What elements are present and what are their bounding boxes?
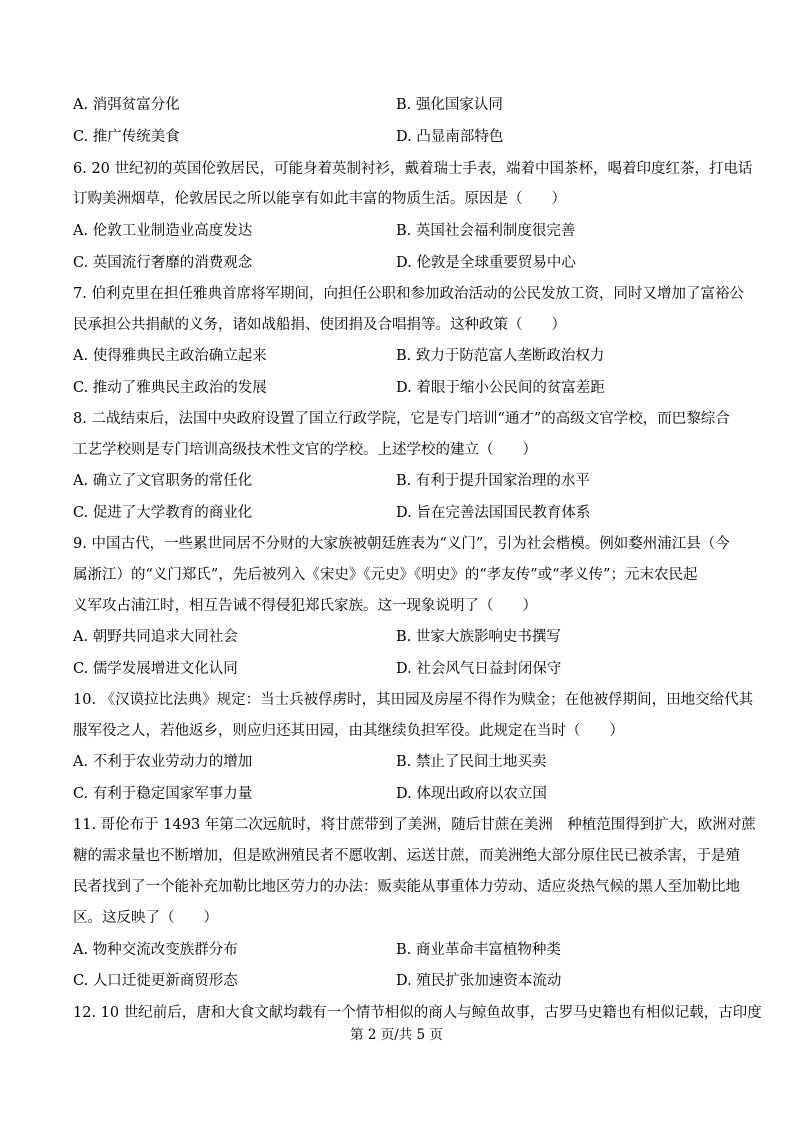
q6-stem-line: 订购美洲烟草，伦敦居民之所以能享有如此丰富的物质生活。原因是（ ） (73, 191, 566, 207)
q6-option-b: B. 英国社会福利制度很完善 (396, 223, 576, 239)
q11-stem-line: 民者找到了一个能补充加勒比地区劳力的办法：贩卖能从事重体力劳动、适应炎热气候的黑人至加勒比地 (73, 879, 740, 895)
q11-option-c: C. 人口迁徙更新商贸形态 (73, 973, 238, 989)
q10-option-a: A. 不利于农业劳动力的增加 (73, 754, 253, 770)
q10-option-d: D. 体现出政府以农立国 (396, 786, 547, 802)
q10-stem-line: 10. 《汉谟拉比法典》规定：当士兵被俘虏时，其田园及房屋不得作为赎金；在他被俘期间，田地交给代其 (73, 692, 754, 708)
q8-stem-line: 8. 二战结束后，法国中央政府设置了国立行政学院，它是专门培训“通才”的高级文官学校，而巴黎综合 (73, 411, 730, 427)
q9-option-d: D. 社会风气日益封闭保守 (396, 661, 562, 677)
q8-option-d: D. 旨在完善法国国民教育体系 (396, 505, 591, 521)
q11-option-b: B. 商业革命丰富植物种类 (396, 942, 561, 958)
q8-option-c: C. 促进了大学教育的商业化 (73, 505, 253, 521)
q8-option-a: A. 确立了文官职务的常任化 (73, 473, 253, 489)
q9-option-a: A. 朝野共同追求大同社会 (73, 629, 238, 645)
q9-option-b: B. 世家大族影响史书撰写 (396, 629, 561, 645)
q7-stem-line: 7. 伯利克里在担任雅典首席将军期间，向担任公职和参加政治活动的公民发放工资，同时又增加了富裕公 (73, 286, 744, 302)
q9-stem-line: 义军攻占浦江时，相互告诫不得侵犯郑氏家族。这一现象说明了（ ） (73, 598, 537, 614)
q5-option-d: D. 凸显南部特色 (396, 129, 504, 145)
q7-stem-line: 民承担公共捐献的义务，诸如战船捐、使团捐及合唱捐等。这种政策（ ） (73, 317, 566, 333)
q7-option-c: C. 推动了雅典民主政治的发展 (73, 380, 267, 396)
q9-stem-line: 属浙江）的“义门郑氏”，先后被列入《宋史》《元史》《明史》的“孝友传”或“孝义传”；元末农民起 (73, 567, 698, 583)
q11-stem-line: 区。这反映了（ ） (73, 910, 218, 926)
q10-option-b: B. 禁止了民间土地买卖 (396, 754, 547, 770)
q6-option-d: D. 伦敦是全球重要贸易中心 (396, 255, 576, 271)
q6-option-c: C. 英国流行奢靡的消费观念 (73, 255, 253, 271)
q5-option-b: B. 强化国家认同 (396, 97, 503, 113)
q11-stem-line: 糖的需求量也不断增加，但是欧洲殖民者不愿收割、运送甘蔗，而美洲绝大部分原住民已被杀害，于是殖 (73, 848, 740, 864)
q5-option-a: A. 消弭贫富分化 (73, 97, 180, 113)
q9-option-c: C. 儒学发展增进文化认同 (73, 661, 238, 677)
q8-option-b: B. 有利于提升国家治理的水平 (396, 473, 590, 489)
q11-stem-line: 11. 哥伦布于 1493 年第二次远航时，将甘蔗带到了美洲，随后甘蔗在美洲 种植范围得到扩大，欧洲对蔗 (73, 817, 756, 833)
q10-stem-line: 服军役之人，若他返乡，则应归还其田园，由其继续负担军役。此规定在当时（ ） (73, 723, 624, 739)
q7-option-b: B. 致力于防范富人垄断政治权力 (396, 348, 605, 364)
q6-option-a: A. 伦敦工业制造业高度发达 (73, 223, 253, 239)
q10-option-c: C. 有利于稳定国家军事力量 (73, 786, 253, 802)
q12-stem-line: 12. 10 世纪前后，唐和大食文献均载有一个情节相似的商人与鲸鱼故事，古罗马史籍也有相似记载，古印度 (73, 1005, 762, 1021)
page-number: 第 2 页/共 5 页 (350, 1027, 443, 1043)
q11-option-a: A. 物种交流改变族群分布 (73, 942, 238, 958)
q9-stem-line: 9. 中国古代，一些累世同居不分财的大家族被朝廷旌表为“义门”，引为社会楷模。例如婺州浦江县（今 (73, 536, 730, 552)
q11-option-d: D. 殖民扩张加速资本流动 (396, 973, 562, 989)
q7-option-d: D. 着眼于缩小公民间的贫富差距 (396, 380, 605, 396)
q8-stem-line: 工艺学校则是专门培训高级技术性文官的学校。上述学校的建立（ ） (73, 442, 537, 458)
q6-stem-line: 6. 20 世纪初的英国伦敦居民，可能身着英制衬衫，戴着瑞士手表，端着中国茶杯，喝着印度红茶，打电话 (73, 161, 753, 177)
q7-option-a: A. 使得雅典民主政治确立起来 (73, 348, 267, 364)
q5-option-c: C. 推广传统美食 (73, 129, 180, 145)
